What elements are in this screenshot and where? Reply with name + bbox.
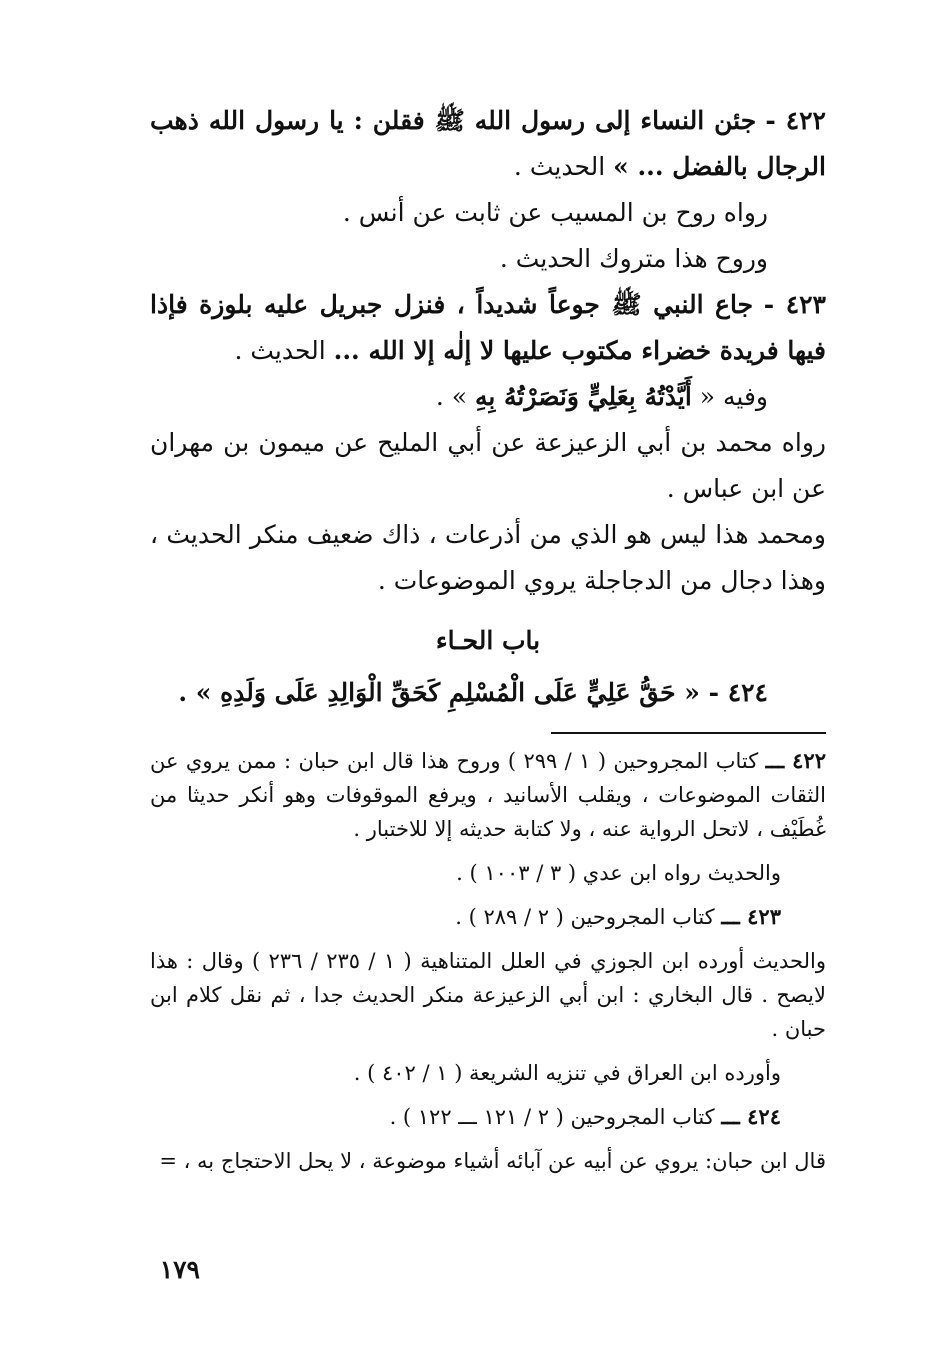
entry-423-quote-prefix: وفيه « xyxy=(699,382,768,411)
footnote-424-b: قال ابن حبان: يروي عن أبيه عن آبائه أشياء موضوعة ، لا يحل الاحتجاج به ، = xyxy=(159,1149,826,1173)
entry-424: ٤٢٤ - « حَقُّ عَلِيٍّ عَلَى الْمُسْلِمِ كَحَقِّ الْوَالِدِ عَلَى وَلَدِهِ » . xyxy=(178,678,768,707)
entry-422-note-1: رواه روح بن المسيب عن ثابت عن أنس . xyxy=(342,198,768,227)
footnote-424 xyxy=(150,1100,826,1134)
entry-423-quote-suffix: » . xyxy=(435,382,468,411)
entry-423 xyxy=(150,282,826,374)
footnote-423-c: وأورده ابن العراق في تنزيه الشريعة ( ١ / ٤٠٢ ) . xyxy=(353,1061,781,1085)
footnote-423-b: والحديث أورده ابن الجوزي في العلل المتناهية ( ١ / ٢٣٥ / ٢٣٦ ) وقال : هذا لايصح . قال البخاري : ابن أبي الزعيزعة منكر الحديث جدا ، ثم نقل كلام ابن حبان . xyxy=(150,949,826,1041)
footnote-424-number: ٤٢٤ ـــ xyxy=(721,1104,781,1129)
footnote-424-text: كتاب المجروحين ( ٢ / ١٢١ ـــ ١٢٢ ) . xyxy=(389,1105,715,1129)
footnote-423-text: كتاب المجروحين ( ٢ / ٢٨٩ ) . xyxy=(455,905,715,929)
entry-422 xyxy=(150,98,826,190)
entry-423-text: جاع النبي ﷺ جوعاً شديداً ، فنزل جبريل عليه بلوزة فإذا فيها فريدة خضراء مكتوب عليها لا إلٰه إلا الله ... xyxy=(150,290,826,365)
entry-423-note-1: رواه محمد بن أبي الزعيزعة عن أبي المليح عن ميمون بن مهران عن ابن عباس . xyxy=(150,428,826,503)
footnote-422 xyxy=(150,744,826,846)
entry-423-tail: الحديث . xyxy=(234,336,326,365)
entry-423-number: ٤٢٣ - xyxy=(763,290,826,319)
entry-422-tail: الحديث . xyxy=(513,152,606,181)
footnote-423 xyxy=(150,900,826,934)
entry-423-quote-line xyxy=(150,374,826,420)
entry-422-number: ٤٢٢ - xyxy=(765,106,826,135)
entry-422-text: جئن النساء إلى رسول الله ﷺ فقلن : يا رسول الله ذهب الرجال بالفضل ... » xyxy=(150,106,826,181)
footnote-422-b: والحديث رواه ابن عدي ( ٣ / ١٠٠٣ ) . xyxy=(456,861,781,885)
footnotes xyxy=(150,744,826,1178)
footnote-divider xyxy=(551,732,826,734)
entry-423-note-2: ومحمد هذا ليس هو الذي من أذرعات ، ذاك ضعيف منكر الحديث ، وهذا دجال من الدجاجلة يروي الموضوعات . xyxy=(150,520,826,595)
entry-423-quote: أَيَّدْتُهُ بِعَلِيٍّ وَنَصَرْتُهُ بِهِ xyxy=(474,382,692,411)
page-number: ١٧٩ xyxy=(159,1255,200,1284)
footnote-423-number: ٤٢٣ ـــ xyxy=(721,904,781,929)
main-text xyxy=(150,98,826,716)
section-heading: باب الحـاء xyxy=(435,626,541,655)
footnote-422-text: كتاب المجروحين ( ١ / ٢٩٩ ) وروح هذا قال ابن حبان : ممن يروي عن الثقات الموضوعات ، ويقلب الأسانيد ، ويرفع الموقوفات وهو أنكر حديثا من غُطَيْف ، لاتحل الرواية عنه ، ولا كتابة حديثه إلا للاختبار . xyxy=(150,749,826,841)
footnote-422-number: ٤٢٢ ـــ xyxy=(765,748,826,773)
entry-422-note-2: وروح هذا متروك الحديث . xyxy=(499,244,768,273)
